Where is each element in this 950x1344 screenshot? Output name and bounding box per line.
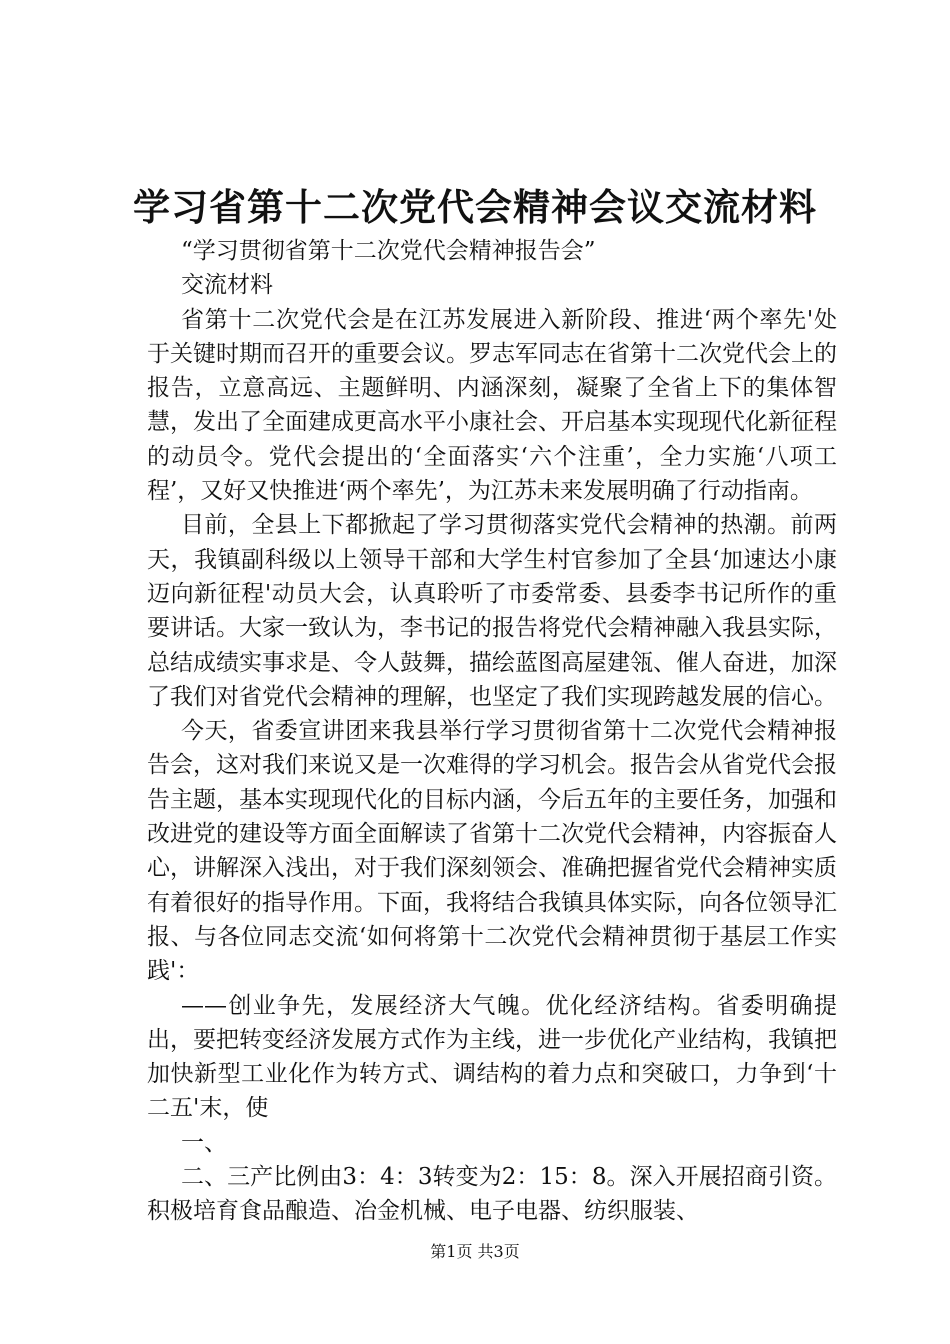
subtitle-line-2: 交流材料 <box>181 272 273 299</box>
body-paragraph: 省第十二次党代会是在江苏发展进入新阶段、推进‘两个率先'处于关键时期而召开的重要会议。罗志军同志在省第十二次党代会上的报告，立意高远、主题鲜明、内涵深刻，凝聚了全省上下的集体智慧，发出了全面建成更高水平小康社会、开启基本实现现代化新征程的动员令。党代会提出的‘全面落实‘六个注重’，全力实施‘八项工程’，又好又快推进‘两个率先’，为江苏未来发展明确了行动指南。 <box>147 306 837 505</box>
body-paragraph: 一、 <box>181 1129 227 1156</box>
subtitle-line: “学习贯彻省第十二次党代会精神报告会” <box>181 238 596 264</box>
document-body <box>147 234 837 1229</box>
body-paragraph: 今天，省委宣讲团来我县举行学习贯彻省第十二次党代会精神报告会，这对我们来说又是一次难得的学习机会。报告会从省党代会报告主题，基本实现现代化的目标内涵，今后五年的主要任务，加强和改进党的建设等方面全面解读了省第十二次党代会精神，内容振奋人心，讲解深入浅出，对于我们深刻领会、准确把握省党代会精神实质有着很好的指导作用。下面，我将结合我镇具体实际，向各位领导汇报、与各位同志交流‘如何将第十二次党代会精神贯彻于基层工作实践'： <box>147 718 837 985</box>
body-paragraph: ——创业争先，发展经济大气魄。优化经济结构。省委明确提出，要把转变经济发展方式作为主线，进一步优化产业结构，我镇把加快新型工业化作为转方式、调结构的着力点和突破口，力争到‘十二五'末，使 <box>147 992 837 1122</box>
body-paragraph: 二、三产比例由3：4：3转变为2：15：8。深入开展招商引资。积极培育食品酿造、冶金机械、电子电器、纺织服装、 <box>147 1164 837 1225</box>
document-title: 学习省第十二次党代会精神会议交流材料 <box>133 186 817 229</box>
page-number-footer: 第1页 共3页 <box>430 1242 520 1261</box>
body-paragraph: 目前，全县上下都掀起了学习贯彻落实党代会精神的热潮。前两天，我镇副科级以上领导干部和大学生村官参加了全县‘加速达小康迈向新征程'动员大会，认真聆听了市委常委、县委李书记所作的重要讲话。大家一致认为，李书记的报告将党代会精神融入我县实际，总结成绩实事求是、令人鼓舞，描绘蓝图高屋建瓴、催人奋进，加深了我们对省党代会精神的理解，也坚定了我们实现跨越发展的信心。 <box>147 512 837 710</box>
